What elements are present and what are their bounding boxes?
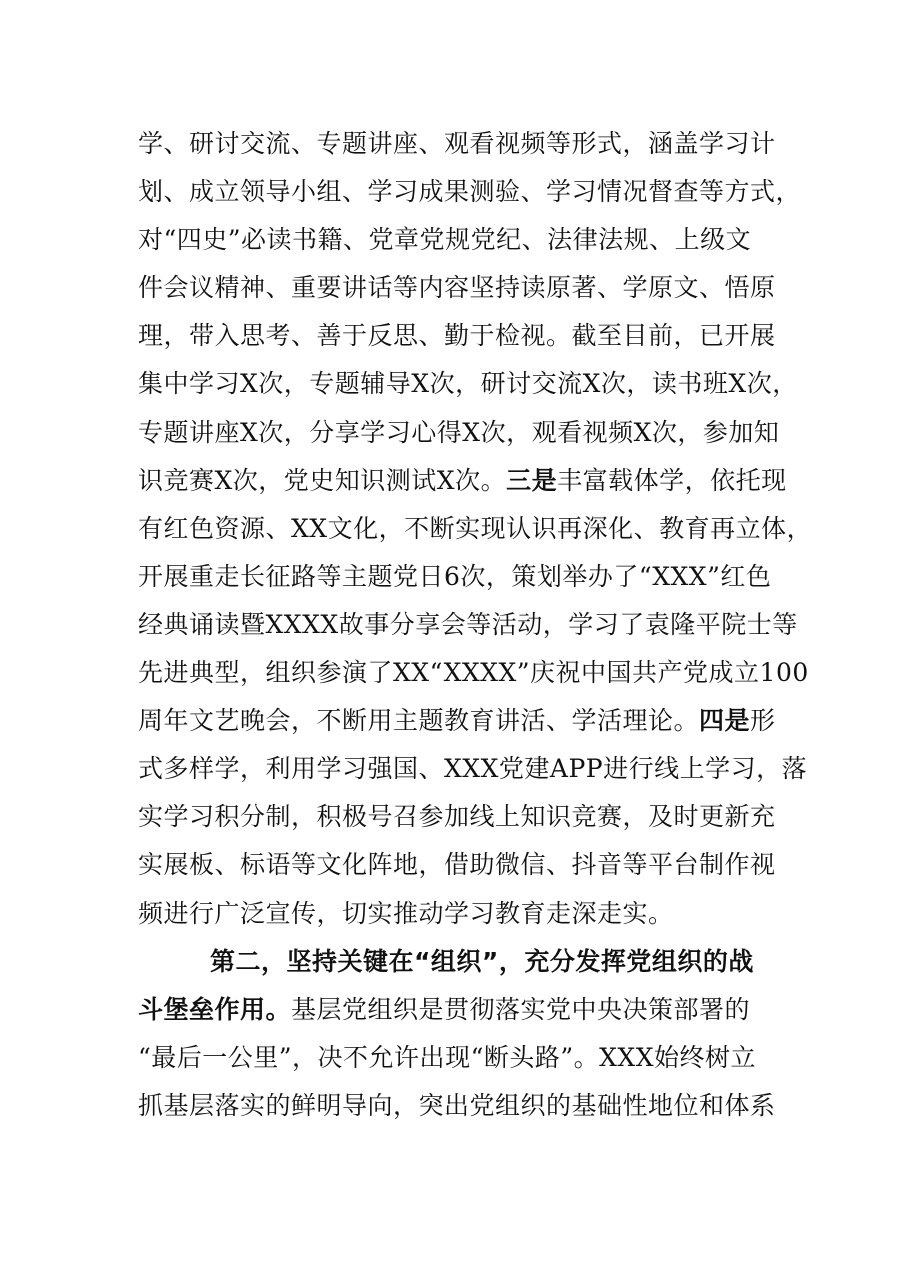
text-segment: 周年文艺晚会，不断用主题教育讲活、学活理论。 [138, 706, 700, 736]
paragraph-line [138, 890, 778, 938]
paragraph-line [138, 649, 809, 697]
paragraph-line [138, 601, 798, 649]
paragraph-line [138, 745, 808, 793]
text-segment: 理，带入思考、善于反思、勤于检视。截至目前，已开展 [138, 321, 776, 351]
text-segment: 件会议精神、重要讲话等内容坚持读原著、学原文、悟原 [138, 273, 776, 303]
paragraph-line [138, 457, 787, 505]
bold-text-segment: 三是 [506, 465, 558, 495]
paragraph-line [138, 938, 778, 986]
text-segment: 划、成立领导小组、学习成果测验、学习情况督查等方式， [138, 177, 802, 207]
text-segment: “最后一公里”，决不允许出现“断头路”。XXX始终树立 [138, 1042, 757, 1072]
paragraph-line [138, 168, 802, 216]
paragraph-line [138, 1034, 778, 1082]
paragraph-line [138, 360, 798, 408]
text-segment: 形 [750, 706, 776, 736]
text-segment: 先进典型，组织参演了XX“XXXX”庆祝中国共产党成立100 [138, 658, 809, 688]
paragraph-line [138, 841, 778, 889]
paragraph-line [138, 409, 778, 457]
paragraph-line [138, 793, 778, 841]
text-segment: 基层党组织是贯彻落实党中央决策部署的 [291, 994, 751, 1024]
text-segment: 抓基层落实的鲜明导向，突出党组织的基础性地位和体系 [138, 1090, 776, 1120]
text-segment: 实展板、标语等文化阵地，借助微信、抖音等平台制作视 [138, 850, 776, 880]
text-segment: 实学习积分制，积极号召参加线上知识竞赛，及时更新充 [138, 802, 776, 832]
document-body [138, 120, 813, 1130]
text-segment: 有红色资源、XX文化，不断实现认识再深化、教育再立体， [138, 513, 813, 543]
paragraph-line [138, 697, 778, 745]
text-segment: 丰富载体学，依托现 [557, 465, 787, 495]
text-segment: 经典诵读暨XXXX故事分享会等活动，学习了袁隆平院士等 [138, 609, 798, 639]
paragraph-line [138, 505, 813, 553]
bold-text-segment: 第二，坚持关键在“组织”，充分发挥党组织的战 [210, 946, 754, 976]
bold-text-segment: 四是 [699, 706, 751, 736]
text-segment: 集中学习X次，专题辅导X次，研讨交流X次，读书班X次， [138, 369, 798, 399]
paragraph-line [138, 312, 778, 360]
paragraph-line [138, 1082, 778, 1130]
text-segment: 对“四史”必读书籍、党章党规党纪、法律法规、上级文 [138, 225, 752, 255]
paragraph-line [138, 986, 778, 1034]
paragraph-line [138, 264, 778, 312]
paragraph-line [138, 216, 778, 264]
text-segment: 学、研讨交流、专题讲座、观看视频等形式，涵盖学习计 [138, 129, 776, 158]
text-segment: 开展重走长征路等主题党日6次，策划举办了“XXX”红色 [138, 561, 772, 591]
text-segment: 专题讲座X次，分享学习心得X次，观看视频X次，参加知 [138, 417, 780, 447]
bold-text-segment: 斗堡垒作用。 [138, 994, 292, 1024]
text-segment: 识竞赛X次，党史知识测试X次。 [138, 465, 507, 495]
text-segment: 频进行广泛宣传，切实推动学习教育走深走实。 [138, 898, 674, 928]
paragraph-line [138, 553, 778, 601]
paragraph-line [138, 120, 778, 168]
text-segment: 式多样学，利用学习强国、XXX党建APP进行线上学习，落 [138, 754, 808, 784]
